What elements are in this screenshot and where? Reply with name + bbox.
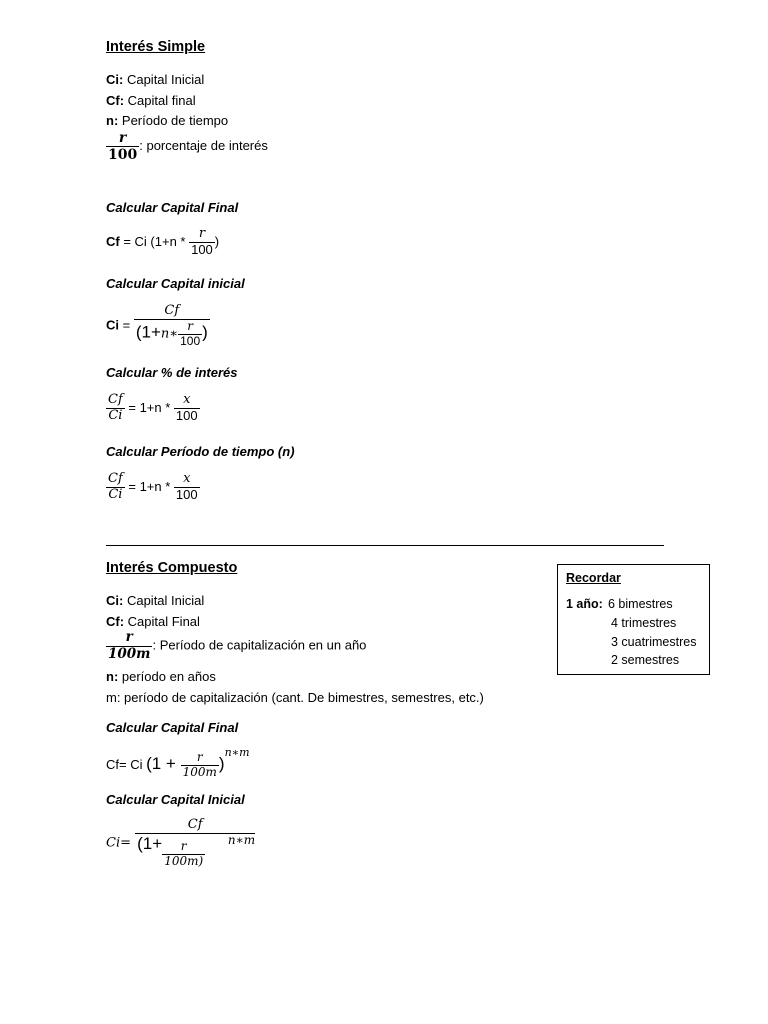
rate-fraction: $\frac{r}{100}$ [108, 130, 138, 164]
def-rate-compuesto: $\frac{r}{100m}$ : Período de capitalización en un año [108, 629, 367, 662]
simple-definitions [106, 70, 228, 132]
recordar-box [557, 564, 710, 675]
def-ci: Ci: Capital Inicial [106, 593, 205, 608]
compuesto-formula-capital-final: Cf= Ci (1 + $\frac{r}{100m}$ )$^{n∗m}$ [106, 746, 250, 780]
compuesto-heading-capital-inicial: Calcular Capital Inicial [106, 792, 245, 807]
simple-title: Interés Simple [106, 39, 206, 55]
compuesto-definitions-extra [106, 667, 484, 708]
def-n: n: período en años [106, 669, 216, 684]
def-m: m: período de capitalización (cant. De bimestres, semestres, etc.) [106, 689, 484, 705]
recordar-title: Recordar [566, 571, 621, 585]
compuesto-definitions [106, 591, 204, 632]
simple-heading-capital-final: Calcular Capital Final [106, 200, 239, 215]
recordar-row: 2 semestres [611, 653, 680, 668]
simple-heading-periodo: Calcular Período de tiempo (n) [106, 444, 295, 459]
recordar-row: 1 año: 6 bimestres [566, 597, 673, 611]
def-cf: Cf: Capital Final [106, 613, 200, 629]
def-rate: $\frac{r}{100}$ : porcentaje de interés [108, 130, 268, 164]
simple-formula-capital-final: Cf = Ci (1+n * $\frac{r}{100}$ ) [106, 226, 220, 257]
recordar-row: 4 trimestres [611, 615, 677, 630]
section-divider [106, 545, 664, 546]
def-n: n: Período de tiempo [106, 113, 229, 128]
def-ci: Ci: Capital Inicial [106, 72, 205, 87]
compuesto-title: Interés Compuesto [106, 560, 238, 576]
compuesto-formula-capital-inicial: Ci= Cf (1+ $\frac{r}{100m)}$ n∗m [106, 817, 256, 868]
recordar-row: 3 cuatrimestres [611, 634, 697, 649]
compuesto-heading-capital-final: Calcular Capital Final [106, 720, 239, 735]
simple-heading-capital-inicial: Calcular Capital inicial [106, 276, 245, 291]
def-cf: Cf: Capital final [106, 92, 196, 108]
simple-formula-porcentaje: $\frac{Cf}{Ci}$ = 1+n * $\frac{x}{100}$ [108, 392, 198, 423]
simple-heading-porcentaje: Calcular % de interés [106, 365, 238, 380]
simple-formula-periodo: $\frac{Cf}{Ci}$ = 1+n * $\frac{x}{100}$ [108, 471, 198, 502]
simple-formula-capital-inicial: Ci = Cf (1+n∗ $\frac{r}{100}$ ) [106, 303, 208, 348]
